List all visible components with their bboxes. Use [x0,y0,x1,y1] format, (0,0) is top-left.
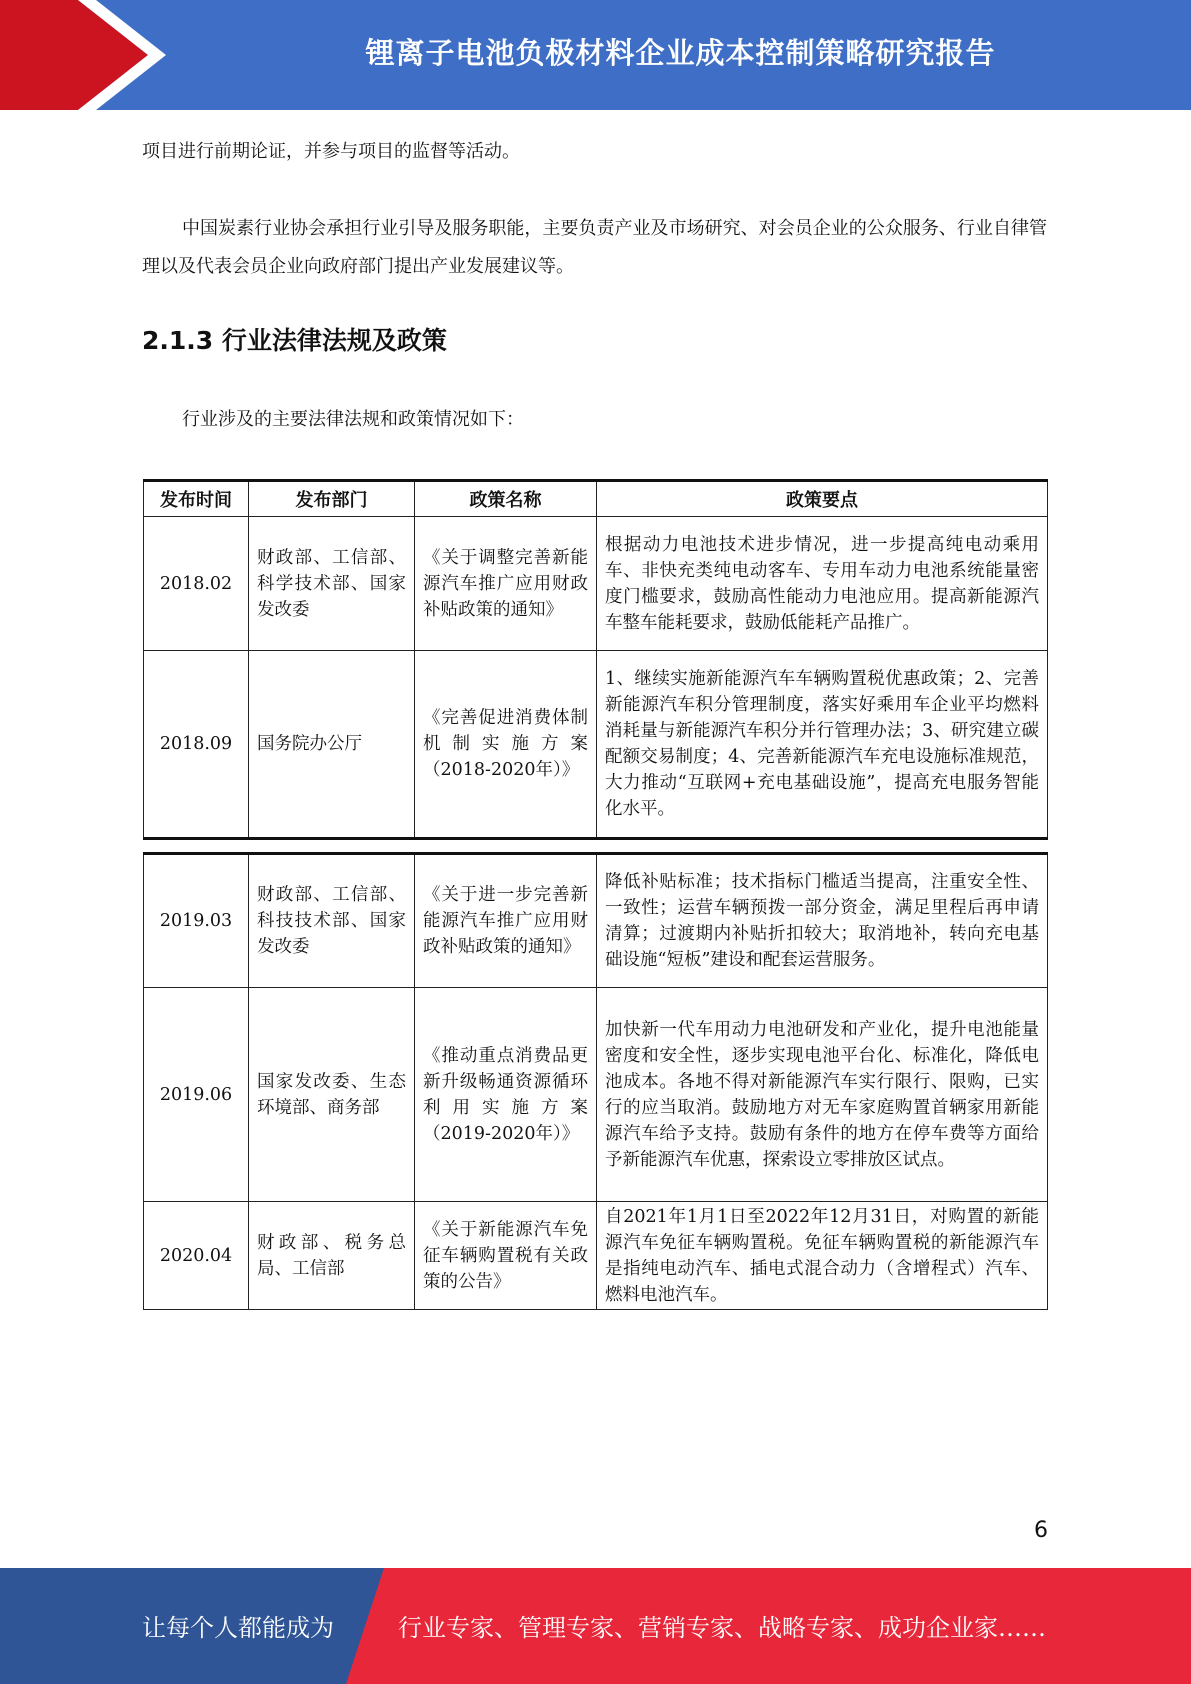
header-points: 政策要点 [597,481,1048,517]
cell-date: 2020.04 [144,1202,249,1310]
table-row [144,517,1048,651]
table-header-row [144,481,1048,517]
cell-dept: 财政部、工信部、科技技术部、国家发改委 [249,854,415,988]
cell-points: 根据动力电池技术进步情况，进一步提高纯电动乘用车、非快充类纯电动客车、专用车动力电池系统能量密度门槛要求，鼓励高性能动力电池应用。提高新能源汽车整车能耗要求，鼓励低能耗产品推广。 [597,517,1048,651]
policy-table-part1 [143,479,1048,840]
cell-dept: 国务院办公厅 [249,651,415,839]
table-row [144,1202,1048,1310]
report-title: 锂离子电池负极材料企业成本控制策略研究报告 [365,36,996,70]
header-name: 政策名称 [415,481,597,517]
paragraph-continuation: 项目进行前期论证，并参与项目的监督等活动。 [142,141,520,162]
policy-table-part2 [143,852,1048,1310]
table-row [144,854,1048,988]
cell-points: 1、继续实施新能源汽车车辆购置税优惠政策；2、完善新能源汽车积分管理制度，落实好乘用车企业平均燃料消耗量与新能源汽车积分并行管理办法；3、研究建立碳配额交易制度；4、完善新能源汽车充电设施标准规范，大力推动“互联网+充电基础设施”，提高充电服务智能化水平。 [597,651,1048,839]
cell-name: 《推动重点消费品更新升级畅通资源循环利用实施方案（2019-2020年）》 [415,988,597,1202]
cell-dept: 国家发改委、生态环境部、商务部 [249,988,415,1202]
cell-dept: 财政部、税务总局、工信部 [249,1202,415,1310]
cell-date: 2019.03 [144,854,249,988]
cell-name: 《关于新能源汽车免征车辆购置税有关政策的公告》 [415,1202,597,1310]
cell-name: 《关于调整完善新能源汽车推广应用财政补贴政策的通知》 [415,517,597,651]
cell-dept: 财政部、工信部、科学技术部、国家发改委 [249,517,415,651]
cell-points: 降低补贴标准；技术指标门槛适当提高，注重安全性、一致性；运营车辆预拨一部分资金，满足里程后再申请清算；过渡期内补贴折扣较大；取消地补，转向充电基础设施“短板”建设和配套运营服务。 [597,854,1048,988]
cell-date: 2018.09 [144,651,249,839]
header-date: 发布时间 [144,481,249,517]
cell-name: 《完善促进消费体制机制实施方案（2018-2020年）》 [415,651,597,839]
table-row [144,651,1048,839]
cell-points: 加快新一代车用动力电池研发和产业化，提升电池能量密度和安全性，逐步实现电池平台化、标准化，降低电池成本。各地不得对新能源汽车实行限行、限购，已实行的应当取消。鼓励地方对无车家庭购置首辆家用新能源汽车给予支持。鼓励有条件的地方在停车费等方面给予新能源汽车优惠，探索设立零排放区试点。 [597,988,1048,1202]
paragraph-carbon-association: 中国炭素行业协会承担行业引导及服务职能，主要负责产业及市场研究、对会员企业的公众服务、行业自律管理以及代表会员企业向政府部门提出产业发展建议等。 [142,218,1047,277]
section-heading: 2.1.3 行业法律法规及政策 [142,326,447,355]
cell-points: 自2021年1月1日至2022年12月31日，对购置的新能源汽车免征车辆购置税。免征车辆购置税的新能源汽车是指纯电动汽车、插电式混合动力（含增程式）汽车、燃料电池汽车。 [597,1202,1048,1310]
footer-slogan-right: 行业专家、管理专家、营销专家、战略专家、成功企业家…… [398,1614,1046,1642]
paragraph-intro-policies: 行业涉及的主要法律法规和政策情况如下： [182,409,524,430]
cell-date: 2019.06 [144,988,249,1202]
page-number: 6 [1034,1518,1048,1543]
footer-slogan-left: 让每个人都能成为 [142,1614,334,1642]
page-header [0,0,1191,110]
page-footer [0,1568,1191,1684]
table-row [144,988,1048,1202]
cell-name: 《关于进一步完善新能源汽车推广应用财政补贴政策的通知》 [415,854,597,988]
header-dept: 发布部门 [249,481,415,517]
cell-date: 2018.02 [144,517,249,651]
